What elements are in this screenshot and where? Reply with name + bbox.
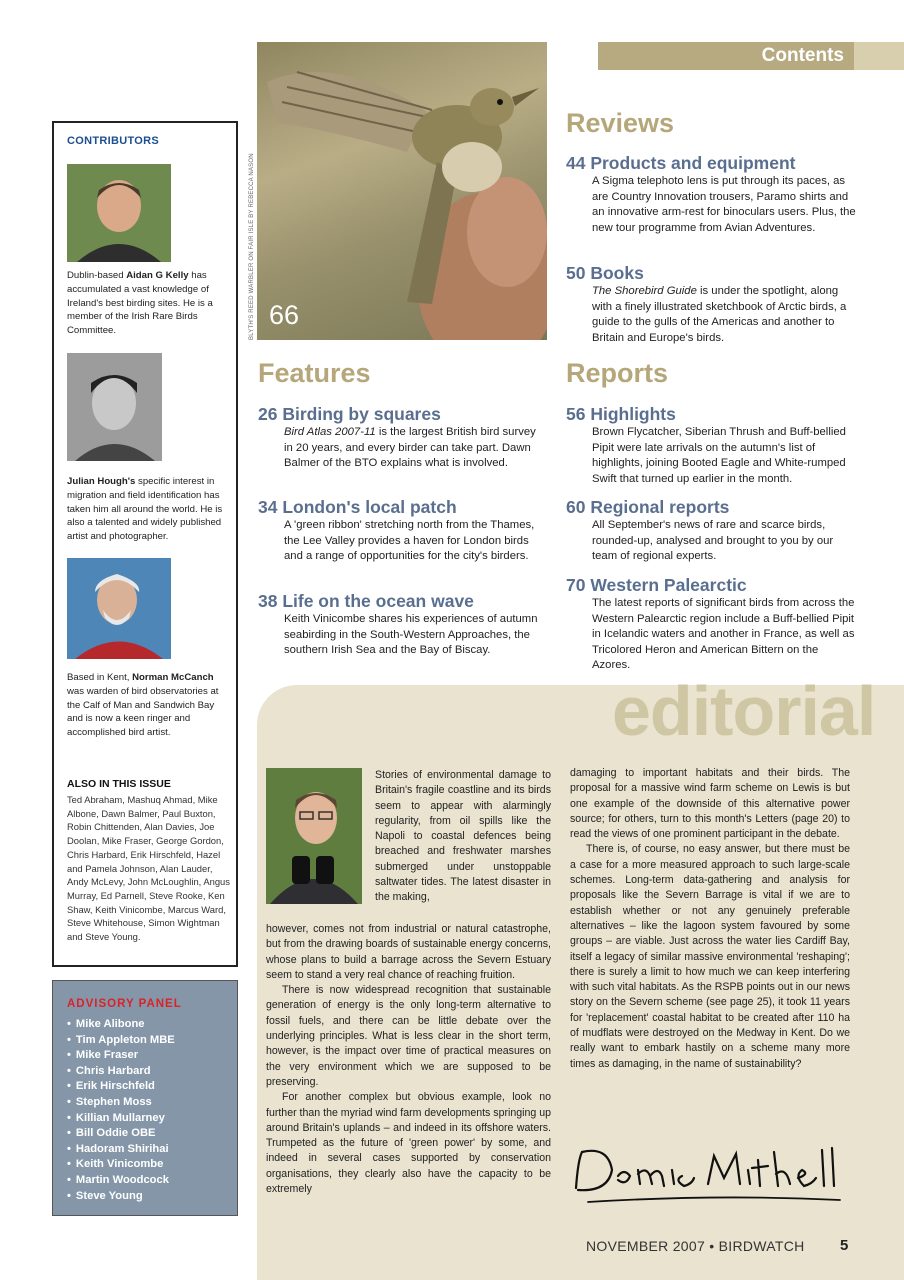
editorial-title: editorial <box>612 672 876 750</box>
editorial-paragraph: however, comes not from industrial or natural catastrophe, but from the drawing boards of sustainable energy concerns, whose plans to build a barrage across the Severn Estuary seem to stand a very real chance of reaching fruition. <box>266 923 551 981</box>
hero-photo <box>257 42 547 340</box>
report-item[interactable] <box>566 574 856 674</box>
item-body: Brown Flycatcher, Siberian Thrush and Buff-bellied Pipit were late arrivals on the autumn's list of highlights, joining Booted Eagle and White-rumped Swift that turned up earlier in the month. <box>592 426 846 485</box>
report-item[interactable] <box>566 496 856 565</box>
advisory-member: • Killian Mullarney <box>67 1111 175 1127</box>
photo-credit: BLYTH'S REED WARBLER ON FAIR ISLE BY REBECCA NASON <box>249 153 255 340</box>
page-number: 5 <box>840 1237 849 1254</box>
warbler-illustration <box>257 42 547 340</box>
contributor-photo-kelly <box>67 164 171 262</box>
atlas-title: Bird Atlas 2007-11 <box>284 426 376 438</box>
editorial-column-1-top: Stories of environmental damage to Britain's fragile coastline and its birds seem to appear with alarmingly regularity, from oil spills like the Napoli to coastal defences being breached and freshwater marshes submerged under unstoppable saltwater tides. The latest disaster in the making, <box>375 769 551 904</box>
item-body: Bird Atlas 2007-11 is the largest British bird survey in 20 years, and every birder can take part. Dawn Balmer of the BTO explains what is involved. <box>284 426 536 470</box>
editorial-paragraph: damaging to important habitats and their birds. The proposal for a massive wind farm scheme on Lewis is but one example of the downside of this alternative power source; for others, turn to this month's Letters (page 20) to read the views of one prominent participant in the debate. <box>570 767 850 841</box>
item-title[interactable]: 50 Books <box>566 263 644 283</box>
item-title[interactable]: 44 Products and equipment <box>566 153 796 173</box>
item-body: The latest reports of significant birds from across the Western Palearctic region include a Buff-bellied Pipit in Icelandic waters and another in France, as well as Tricolored Heron and American Bittern on the Azores. <box>592 597 855 672</box>
contributor-photo-mccanch <box>67 558 171 659</box>
advisory-member: • Mike Alibone <box>67 1017 175 1033</box>
editorial-paragraph: For another complex but obvious example, look no further than the myriad wind farm developments springing up around Britain's uplands – and indeed in its offshore waters. Trumpeted as the future of 'green power' by some, and indeed in several cases supported by conservation organisations, they clearly also have the capacity to be extremely <box>266 1091 552 1196</box>
reviews-heading: Reviews <box>566 108 675 138</box>
contributors-heading: CONTRIBUTORS <box>67 135 160 147</box>
editorial-column-1 <box>266 922 551 1197</box>
advisory-member: • Mike Fraser <box>67 1048 175 1064</box>
advisory-member: • Steve Young <box>67 1189 175 1205</box>
item-body: All September's news of rare and scarce birds, rounded-up, analysed and brought to you by our team of regional experts. <box>592 519 834 563</box>
advisory-panel <box>52 980 238 1216</box>
item-body: The Shorebird Guide is under the spotlight, along with a finely illustrated sketchbook of Arctic birds, a guide to the gulls of the Americas and another to Britain and Europe's birds. <box>592 285 847 344</box>
item-title[interactable]: 34 London's local patch <box>258 497 457 517</box>
contributor-bio: Julian Hough's specific interest in migration and field identification has taken him all around the world. He is also a talented and widely published artist and photographer. <box>67 476 223 543</box>
advisory-member: • Martin Woodcock <box>67 1173 175 1189</box>
contributors-box <box>52 121 238 967</box>
item-title[interactable]: 26 Birding by squares <box>258 404 441 424</box>
contributor-bio: Dublin-based Aidan G Kelly has accumulated a vast knowledge of Ireland's best birding sites. He is a member of the Irish Rare Birds Committee. <box>67 270 213 337</box>
item-body: A Sigma telephoto lens is put through its paces, as are Country Innovation trousers, Paramo shirts and an innovative arm-rest for binoculars users. Plus, the new tour programme from Avian Adventures. <box>592 175 856 234</box>
also-in-issue-list: Ted Abraham, Mashuq Ahmad, Mike Albone, Dawn Balmer, Paul Buxton, Robin Chittenden, Alan Davies, Joe Doolan, Mike Fraser, George Gordon, Chris Harbard, Erik Hirschfeld, Hazel and Pamela Johnson, Alan Lauder, Andy McLevy, John McLoughlin, Angus Murray, Ed Parnell, Steve Rooke, Ken Shaw, Keith Vinicombe, Marcus Ward, Steve Whitehouse, Simon Wightman and Steve Young. <box>67 794 230 943</box>
advisory-member: • Hadoram Shirihai <box>67 1142 175 1158</box>
issue-footer: NOVEMBER 2007 • BIRDWATCH <box>586 1238 805 1254</box>
editorial-column-2 <box>570 766 850 1072</box>
book-title: The Shorebird Guide <box>592 285 697 297</box>
advisory-member: • Stephen Moss <box>67 1095 175 1111</box>
item-body: A 'green ribbon' stretching north from the Thames, the Lee Valley provides a haven for London birds and a range of opportunities for the city's birders. <box>284 519 535 563</box>
contributor-bio: Based in Kent, Norman McCanch was warden of bird observatories at the Calf of Man and Sandwich Bay and is now a keen ringer and accomplished bird artist. <box>67 672 219 739</box>
item-title[interactable]: 70 Western Palearctic <box>566 575 747 595</box>
advisory-member: • Keith Vinicombe <box>67 1157 175 1173</box>
advisory-list <box>67 1017 175 1204</box>
advisory-member: • Erik Hirschfeld <box>67 1079 175 1095</box>
review-item[interactable] <box>566 152 856 236</box>
advisory-member: • Chris Harbard <box>67 1064 175 1080</box>
item-title[interactable]: 56 Highlights <box>566 404 676 424</box>
contents-label: Contents <box>598 42 854 70</box>
editor-signature <box>568 1140 848 1210</box>
reports-heading: Reports <box>566 358 669 388</box>
also-in-issue-heading: ALSO IN THIS ISSUE <box>67 778 171 790</box>
feature-item[interactable] <box>258 403 544 472</box>
item-title[interactable]: 60 Regional reports <box>566 497 730 517</box>
editorial-paragraph: There is now widespread recognition that sustainable generation of energy is the only long-term alternative to fossil fuels, and there can be little debate over the underlying principles. What is less clear in the short term, however, is the impact over time of practical measures on the very environment which we are supposed to be preserving. <box>266 984 551 1088</box>
advisory-member: • Tim Appleton MBE <box>67 1033 175 1049</box>
hero-page-number: 66 <box>269 300 300 330</box>
report-item[interactable] <box>566 403 856 487</box>
item-title[interactable]: 38 Life on the ocean wave <box>258 591 474 611</box>
editor-photo <box>266 768 362 904</box>
editorial-paragraph: There is, of course, no easy answer, but there must be a case for a more measured approach to such large-scale schemes. Long-term data-gathering and analysis for proposals like the Severn Barrage is vital if we are to establish whether or not any genuinely preferable alternatives – like the lagoon system favoured by some groups – are viable. Just across the water lies Cardiff Bay, itself a legacy of similar massive environmental 'reshaping'; there is surely a limit to how much we can keep interfering with such vital habitats. As the RSPB points out in our news story on the Severn scheme (see page 25), it took 11 years for 'replacement' coastal habitat to be created after 110 ha of mudflats were destroyed on the Medway in Kent. Do we really want to embark hastily on a scheme many more times as damaging, in the name of sustainability? <box>570 843 850 1070</box>
advisory-member: • Bill Oddie OBE <box>67 1126 175 1142</box>
advisory-heading: ADVISORY PANEL <box>67 998 182 1010</box>
review-item[interactable] <box>566 262 856 346</box>
contributor-photo-hough <box>67 353 162 461</box>
feature-item[interactable] <box>258 496 544 565</box>
features-heading: Features <box>258 358 371 388</box>
feature-item[interactable] <box>258 590 544 659</box>
item-body: Keith Vinicombe shares his experiences of autumn seabirding in the South-Western Approaches, the southern Irish Sea and the Bay of Biscay. <box>284 613 538 657</box>
